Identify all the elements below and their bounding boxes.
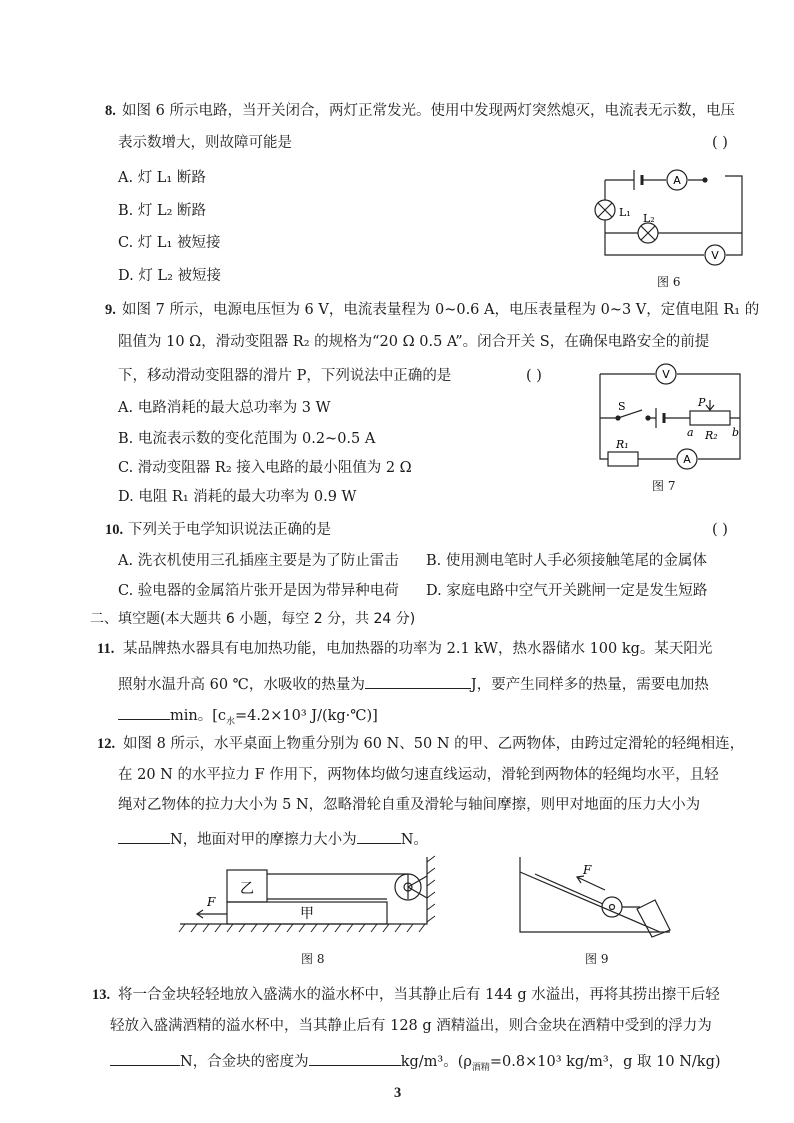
fig6-l2-label: L₂: [643, 212, 655, 225]
q13-line1: 将一合金块轻轻地放入盛满水的溢水杯中，当其静止后有 144 g 水溢出，再将其捞出擦干后轻: [118, 987, 720, 1003]
q11-line3-sub: 水: [226, 716, 236, 727]
figure-6-circuit: [590, 165, 760, 275]
q8-option-a: A. 灯 L₁ 断路: [118, 170, 206, 186]
q11-blank-2[interactable]: [118, 705, 170, 720]
q12-line3: 绳对乙物体的拉力大小为 5 N，忽略滑轮自重及滑轮与轴间摩擦，则甲对地面的压力大小为: [118, 797, 701, 813]
q11-line2-end: J，要产生同样多的热量，需要电加热: [470, 677, 709, 693]
q12-blank-2[interactable]: [357, 829, 401, 844]
q9-option-c: C. 滑动变阻器 R₂ 接入电路的最小阻值为 2 Ω: [118, 460, 412, 476]
fig8-yi-label: 乙: [240, 881, 254, 897]
fig7-switch-label: S: [618, 400, 626, 413]
fig7-b-label: b: [732, 426, 740, 439]
q13-line3-sub: 酒精: [471, 1062, 490, 1073]
fig7-voltmeter-label: V: [662, 368, 670, 381]
q11-line1: 某品牌热水器具有电加热功能，电加热器的功率为 2.1 kW，热水器储水 100 kg。某天阳光: [123, 641, 713, 657]
q10-option-c: C. 验电器的金属箔片张开是因为带异种电荷: [118, 583, 399, 599]
q10-option-b: B. 使用测电笔时人手必须接触笔尾的金属体: [426, 553, 707, 569]
q8-option-b: B. 灯 L₂ 断路: [118, 203, 207, 219]
q13-line3: [110, 1051, 721, 1073]
q9-number: 9.: [105, 302, 116, 318]
q8-stem-line1: 如图 6 所示电路，当开关闭合，两灯正常发光。使用中发现两灯突然熄灭，电流表无示数，电压: [122, 103, 735, 119]
fig9-caption: 图 9: [585, 952, 609, 966]
q11-line3: [118, 705, 378, 727]
q9-option-a: A. 电路消耗的最大总功率为 3 W: [118, 400, 331, 416]
page-number: 3: [394, 1085, 402, 1101]
q10-option-d: D. 家庭电路中空气开关跳闸一定是发生短路: [426, 583, 708, 599]
q9-stem-line2: 阻值为 10 Ω，滑动变阻器 R₂ 的规格为“20 Ω 0.5 A”。闭合开关 S，在确保电路安全的前提: [118, 334, 710, 350]
q8-option-d: D. 灯 L₂ 被短接: [118, 268, 221, 284]
figure-7-circuit: [590, 362, 760, 472]
q11-line3-end: =4.2×10³ J/(kg·℃)]: [235, 708, 378, 724]
q12-number: 12.: [97, 736, 116, 752]
q9-answer-paren: ( ): [526, 368, 542, 384]
q11-number: 11.: [97, 641, 115, 657]
fig9-force-label: F: [583, 863, 592, 877]
fig6-voltmeter-label: V: [711, 249, 719, 262]
q8-stem-line2: 表示数增大，则故障可能是: [118, 135, 292, 151]
fig7-slider-label: P: [698, 396, 706, 409]
q12-line4-mid: N，地面对甲的摩擦力大小为: [170, 832, 357, 848]
q13-number: 13.: [92, 987, 111, 1003]
q12-line2: 在 20 N 的水平拉力 F 作用下，两物体均做匀速直线运动，滑轮到两物体的轻绳均水平，且轻: [118, 767, 719, 783]
q13-blank-2[interactable]: [309, 1051, 401, 1066]
fig7-r2-label: R₂: [705, 429, 718, 442]
q8-option-c: C. 灯 L₁ 被短接: [118, 235, 221, 251]
fig8-caption: 图 8: [301, 952, 325, 966]
q13-line3-c: =0.8×10³ kg/m³，g 取 10 N/kg): [489, 1054, 721, 1070]
q10-option-a: A. 洗衣机使用三孔插座主要是为了防止雷击: [118, 553, 399, 569]
fig7-a-label: a: [687, 426, 694, 439]
section-2-heading: 二、填空题(本大题共 6 小题，每空 2 分，共 24 分): [90, 611, 416, 627]
fig7-r1-label: R₁: [616, 438, 629, 451]
q9-stem-line3: 下，移动滑动变阻器的滑片 P，下列说法中正确的是: [118, 368, 452, 384]
q13-line3-b: kg/m³。(ρ: [400, 1054, 472, 1070]
fig6-ammeter-label: A: [673, 174, 681, 187]
q13-blank-1[interactable]: [110, 1051, 180, 1066]
q12-line1: 如图 8 所示，水平桌面上物重分别为 60 N、50 N 的甲、乙两物体，由跨过定滑轮的轻绳相连，: [123, 736, 745, 752]
q11-line3-start: min。[c: [170, 708, 227, 724]
fig6-caption: 图 6: [657, 275, 681, 289]
q11-blank-1[interactable]: [365, 674, 471, 689]
fig7-caption: 图 7: [652, 479, 676, 493]
q9-option-d: D. 电阻 R₁ 消耗的最大功率为 0.9 W: [118, 489, 357, 505]
fig8-jia-label: 甲: [300, 906, 314, 922]
q9-stem-line1: 如图 7 所示，电源电压恒为 6 V，电流表量程为 0~0.6 A，电压表量程为 0~3 V，定值电阻 R₁ 的: [122, 302, 760, 318]
q12-line4: [118, 829, 428, 848]
figure-8-pulley-diagram: [175, 852, 440, 937]
q12-line4-end: N。: [400, 832, 428, 848]
fig8-force-label: F: [207, 895, 216, 909]
q13-line3-a: N，合金块的密度为: [180, 1054, 309, 1070]
q10-answer-paren: ( ): [712, 522, 728, 538]
fig7-ammeter-label: A: [683, 453, 691, 466]
q9-option-b: B. 电流表示数的变化范围为 0.2~0.5 A: [118, 431, 376, 447]
q8-answer-paren: ( ): [712, 135, 728, 151]
q11-line2-start: 照射水温升高 60 ℃，水吸收的热量为: [118, 677, 365, 693]
figure-9-incline-diagram: [515, 852, 675, 937]
fig6-l1-label: L₁: [619, 206, 631, 219]
q11-line2: [118, 674, 709, 693]
q8-number: 8.: [105, 103, 116, 119]
q12-blank-1[interactable]: [118, 829, 170, 844]
q10-number: 10.: [105, 522, 124, 538]
q13-line2: 轻放入盛满酒精的溢水杯中，当其静止后有 128 g 酒精溢出，则合金块在酒精中受到的浮力为: [110, 1018, 712, 1034]
q10-stem: 下列关于电学知识说法正确的是: [128, 522, 331, 538]
